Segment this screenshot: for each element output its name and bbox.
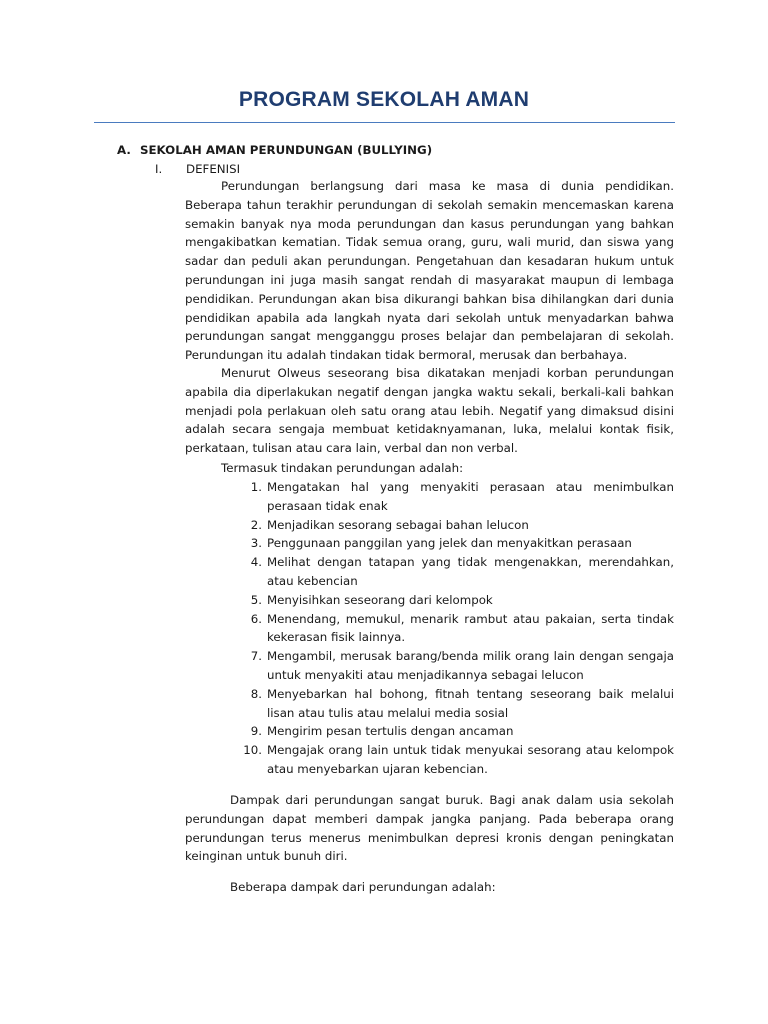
list-item-text: Menyebarkan hal bohong, fitnah tentang seseorang baik melalui lisan atau tulis atau melalui media sosial [267,686,674,720]
list-item [236,685,674,723]
list-item [236,553,674,591]
list-item [236,741,674,779]
list-item-number: 5. [250,592,262,607]
title-divider [94,122,675,123]
list-item-number: 7. [250,649,262,664]
subsection-heading-i [155,161,240,177]
list-item [236,647,674,685]
paragraph-impact: Dampak dari perundungan sangat buruk. Bagi anak dalam usia sekolah perundungan dapat memberi dampak jangka panjang. Pada beberapa orang perundungan terus menerus menimbulkan depresi kronis dengan peningkatan keinginan untuk bunuh diri. [185,793,674,864]
list-item-text: Menendang, memukul, menarik rambut atau pakaian, serta tindak kekerasan fisik lainnya. [267,611,674,645]
list-item-number: 3. [250,536,262,551]
paragraph-definition: Perundungan berlangsung dari masa ke masa di dunia pendidikan. Beberapa tahun terakhir perundungan di sekolah semakin mencemaskan karena semakin banyak nya moda perundungan dan kasus perundungan yang bahkan mengakibatkan kematian. Tidak semua orang, guru, wali murid, dan siswa yang sadar dan peduli akan perundungan. Pengetahuan dan kesadaran hukum untuk perundungan ini juga masih sangat rendah di masyarakat maupun di lembaga pendidikan. Perundungan akan bisa dikurangi bahkan bisa dihilangkan dari dunia pendidikan apabila ada langkah nyata dari sekolah untuk menyadarkan bahwa perundungan sangat mengganggu proses belajar dan pembelajaran di sekolah. Perundungan itu adalah tindakan tidak bermoral, merusak dan berbahaya. [185,179,674,363]
list-item-text: Penggunaan panggilan yang jelek dan menyakitkan perasaan [267,536,632,551]
list-item-text: Menjadikan sesorang sebagai bahan lelucon [267,517,529,532]
list-item-text: Mengajak orang lain untuk tidak menyukai sesorang atau kelompok atau menyebarkan ujaran kebencian. [267,743,674,776]
list-item-text: Mengambil, merusak barang/benda milik orang lain dengan sengaja untuk menyakiti atau menjadikannya sebagai lelucon [267,649,674,682]
document-title: PROGRAM SEKOLAH AMAN [238,88,530,111]
list-item [236,516,674,535]
subsection-title: DEFENISI [186,162,241,176]
list-item-number: 10. [243,743,262,758]
list-item [236,478,674,516]
list-item-text: Mengirim pesan tertulis dengan ancaman [267,724,514,739]
list-item-number: 4. [250,555,262,570]
list-item-number: 9. [250,724,262,739]
list-item-text: Mengatakan hal yang menyakiti perasaan atau menimbulkan perasaan tidak enak [267,480,674,513]
list-item-text: Menyisihkan seseorang dari kelompok [267,592,493,607]
paragraph-olweus: Menurut Olweus seseorang bisa dikatakan menjadi korban perundungan apabila dia diperlakukan negatif dengan jangka waktu sekali, berkali-kali bahkan menjadi pola perlakuan oleh satu orang atau lebih. Negatif yang dimaksud disini adalah secara sengaja membuat ketidaknyamanan, luka, melalui kontak fisik, perkataan, tulisan atau cara lain, verbal dan non verbal. [185,366,674,456]
list-item-number: 2. [250,517,262,532]
section-title: SEKOLAH AMAN PERUNDUNGAN (BULLYING) [140,143,433,157]
subsection-number: I. [155,162,163,176]
list-item-text: Melihat dengan tatapan yang tidak mengenakkan, merendahkan, atau kebencian [267,555,674,588]
list-item [236,591,674,610]
list-item-number: 1. [250,480,262,494]
section-number: A. [117,143,131,157]
list-item [236,722,674,741]
list-item [236,534,674,553]
section-heading-a [117,142,432,158]
impact-list-intro: Beberapa dampak dari perundungan adalah: [230,880,496,894]
list-item-number: 8. [250,686,262,701]
list-intro: Termasuk tindakan perundungan adalah: [221,461,464,475]
bullying-acts-list [236,478,674,779]
list-item [236,610,674,648]
list-item-number: 6. [250,611,262,626]
